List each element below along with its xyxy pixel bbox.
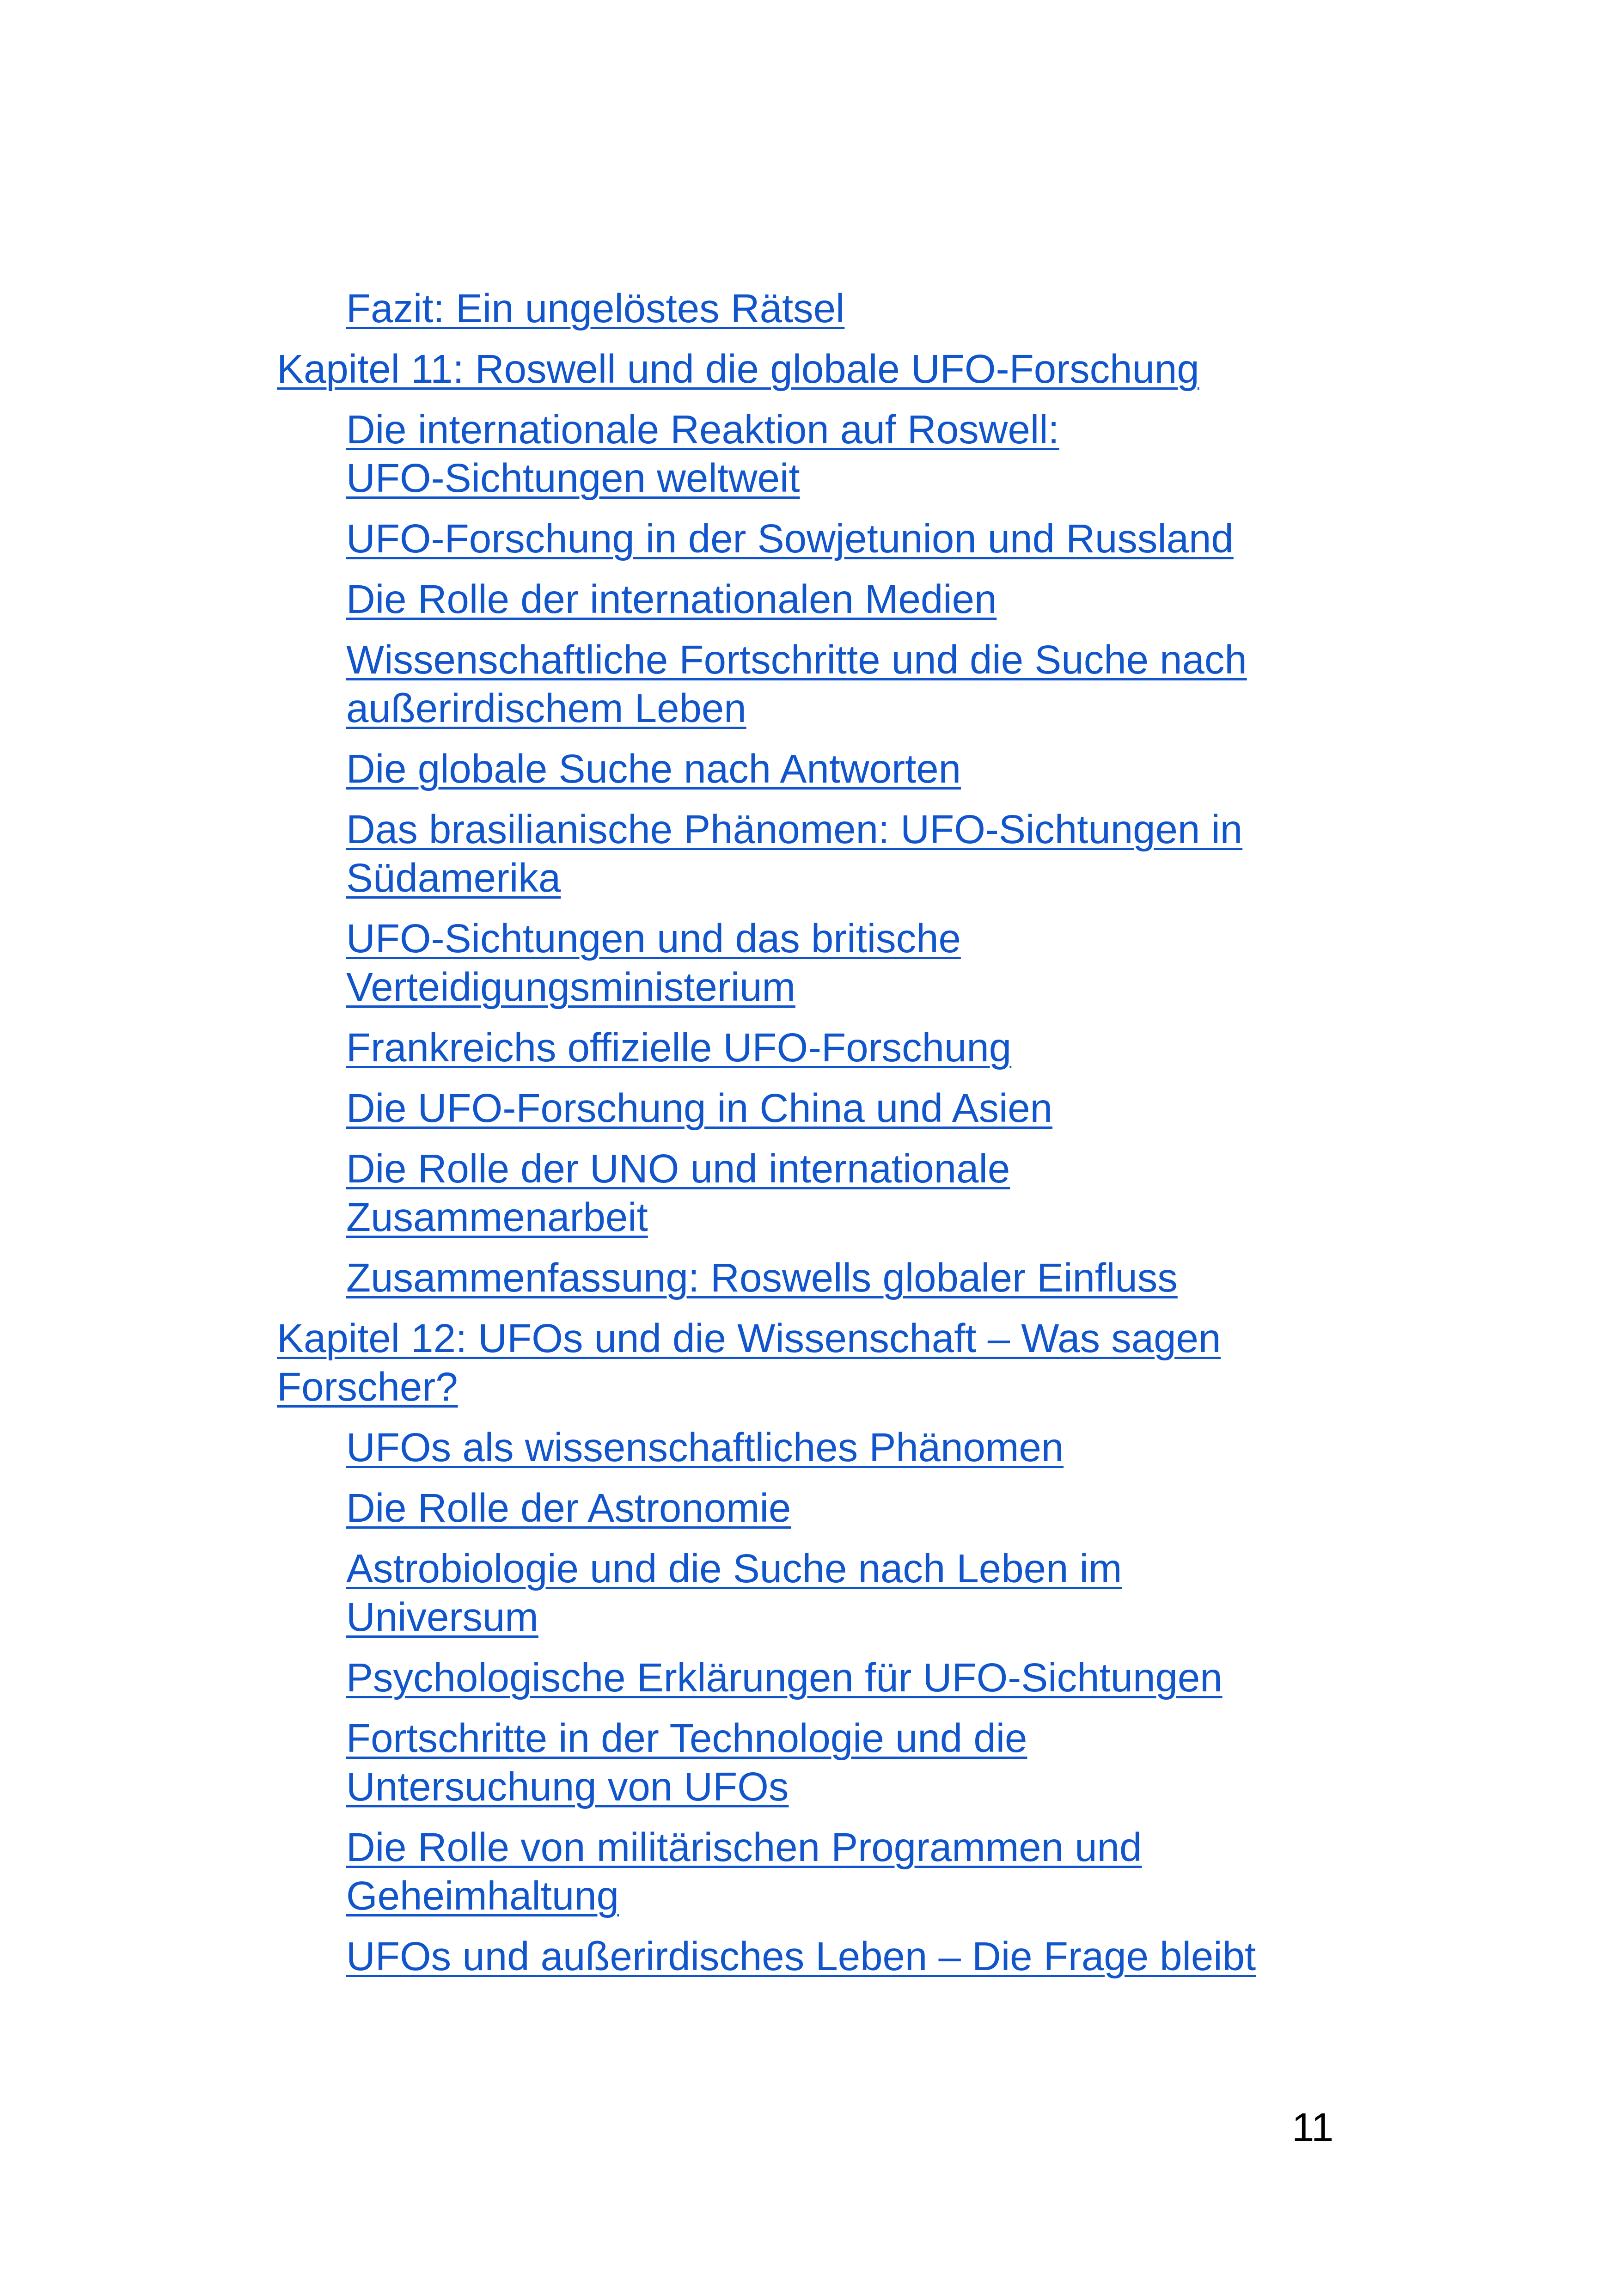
toc-section-entry <box>277 1932 1340 1981</box>
toc-link[interactable]: Psychologische Erklärungen für UFO-Sichtungen <box>346 1655 1223 1700</box>
toc-link[interactable]: Wissenschaftliche Fortschritte und die Suche nach <box>346 637 1247 682</box>
toc-link[interactable]: Die globale Suche nach Antworten <box>346 747 961 791</box>
toc-section-entry <box>277 745 1340 793</box>
toc-link[interactable]: Die Rolle der Astronomie <box>346 1486 791 1531</box>
toc-link[interactable]: Geheimhaltung <box>346 1874 619 1918</box>
toc-section-entry <box>277 1484 1340 1532</box>
toc-section-entry <box>277 1145 1340 1242</box>
toc-chapter-entry <box>277 1314 1340 1411</box>
toc-section-entry <box>277 636 1340 733</box>
toc-link[interactable]: Die Rolle der UNO und internationale <box>346 1146 1010 1191</box>
toc-section-entry <box>277 805 1340 902</box>
toc-section-entry <box>277 1714 1340 1811</box>
toc-link[interactable]: Frankreichs offizielle UFO-Forschung <box>346 1025 1012 1070</box>
toc-link[interactable]: UFOs und außerirdisches Leben – Die Frage bleibt <box>346 1934 1256 1979</box>
toc-link[interactable]: UFO-Sichtungen und das britische <box>346 916 961 961</box>
toc-link[interactable]: Fazit: Ein ungelöstes Rätsel <box>346 286 845 331</box>
toc-link[interactable]: Untersuchung von UFOs <box>346 1764 789 1809</box>
toc-section-entry <box>277 1254 1340 1302</box>
toc-link[interactable]: Kapitel 12: UFOs und die Wissenschaft – Was sagen <box>277 1316 1221 1361</box>
toc-link[interactable]: Die internationale Reaktion auf Roswell: <box>346 407 1059 452</box>
toc-section-entry <box>277 575 1340 624</box>
toc-link[interactable]: Zusammenfassung: Roswells globaler Einfluss <box>346 1255 1178 1300</box>
toc-section-entry <box>277 405 1340 502</box>
toc-link[interactable]: UFOs als wissenschaftliches Phänomen <box>346 1425 1064 1470</box>
toc-section-entry <box>277 284 1340 333</box>
table-of-contents <box>277 284 1340 1993</box>
toc-link[interactable]: UFO-Sichtungen weltweit <box>346 456 800 501</box>
toc-section-entry <box>277 1023 1340 1072</box>
toc-link[interactable]: außerirdischem Leben <box>346 686 746 731</box>
toc-link[interactable]: Das brasilianische Phänomen: UFO-Sichtungen in <box>346 807 1243 852</box>
toc-section-entry <box>277 1653 1340 1702</box>
toc-link[interactable]: Universum <box>346 1595 538 1640</box>
toc-link[interactable]: Die Rolle der internationalen Medien <box>346 577 997 622</box>
toc-link[interactable]: Forscher? <box>277 1365 458 1409</box>
toc-section-entry <box>277 1544 1340 1641</box>
toc-link[interactable]: Kapitel 11: Roswell und die globale UFO-Forschung <box>277 347 1199 392</box>
toc-section-entry <box>277 514 1340 563</box>
toc-section-entry <box>277 1423 1340 1472</box>
toc-link[interactable]: Die Rolle von militärischen Programmen und <box>346 1825 1142 1870</box>
toc-section-entry <box>277 1823 1340 1920</box>
toc-link[interactable]: Astrobiologie und die Suche nach Leben im <box>346 1546 1122 1591</box>
toc-link[interactable]: Die UFO-Forschung in China und Asien <box>346 1086 1053 1131</box>
toc-section-entry <box>277 914 1340 1011</box>
toc-link[interactable]: Fortschritte in der Technologie und die <box>346 1716 1027 1761</box>
toc-section-entry <box>277 1084 1340 1133</box>
toc-link[interactable]: Verteidigungsministerium <box>346 965 795 1010</box>
page-number: 11 <box>1292 2105 1334 2150</box>
toc-link[interactable]: Zusammenarbeit <box>346 1195 648 1240</box>
toc-link[interactable]: UFO-Forschung in der Sowjetunion und Russland <box>346 516 1234 561</box>
toc-chapter-entry <box>277 345 1340 393</box>
toc-link[interactable]: Südamerika <box>346 856 561 900</box>
